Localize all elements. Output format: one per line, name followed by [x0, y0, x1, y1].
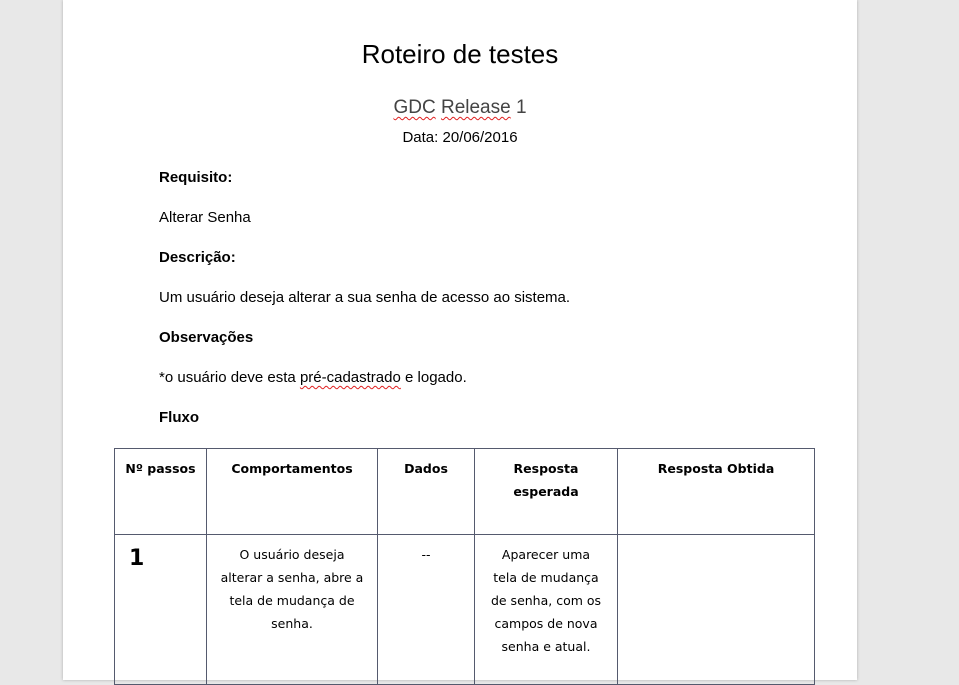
observacoes-spell-word: pré-cadastrado	[299, 369, 401, 386]
requisito-label: Requisito:	[159, 169, 233, 186]
header-resposta-esperada-text: Resposta esperada	[513, 461, 579, 499]
step-number: 1	[115, 535, 207, 685]
document-page	[63, 0, 857, 680]
document-subtitle	[63, 97, 857, 119]
subtitle-release: Release	[440, 97, 511, 118]
observacoes-prefix: *o usuário deve esta	[159, 369, 300, 386]
cell-comportamento	[207, 535, 378, 685]
cell-dados: --	[378, 535, 475, 685]
observacoes-suffix: e logado.	[400, 369, 467, 386]
header-comportamentos: Comportamentos	[207, 449, 378, 535]
observacoes-label: Observações	[159, 329, 254, 346]
flow-table	[114, 448, 815, 685]
cell-resposta-obtida	[618, 535, 815, 685]
document-title: Roteiro de testes	[361, 39, 559, 69]
header-passos: Nº passos	[115, 449, 207, 535]
header-resposta-obtida: Resposta Obtida	[618, 449, 815, 535]
header-resposta-esperada	[475, 449, 618, 535]
cell-resposta-esperada-text: Aparecer uma tela de mudança de senha, com os campos de nova senha e atual.	[490, 547, 602, 654]
cell-resposta-esperada	[475, 535, 618, 685]
header-dados: Dados	[378, 449, 475, 535]
requisito-value: Alterar Senha	[159, 209, 251, 226]
table-header-row	[115, 449, 815, 535]
descricao-value: Um usuário deseja alterar a sua senha de acesso ao sistema.	[159, 289, 571, 306]
document-date: Data: 20/06/2016	[402, 129, 518, 146]
table-row	[115, 535, 815, 685]
cell-comportamento-text: O usuário deseja alterar a senha, abre a tela de mudança de senha.	[220, 547, 364, 631]
subtitle-gdc: GDC	[393, 97, 436, 118]
descricao-label: Descrição:	[159, 249, 236, 266]
observacoes-value	[159, 369, 467, 386]
fluxo-label: Fluxo	[159, 409, 199, 426]
subtitle-number: 1	[515, 97, 527, 118]
